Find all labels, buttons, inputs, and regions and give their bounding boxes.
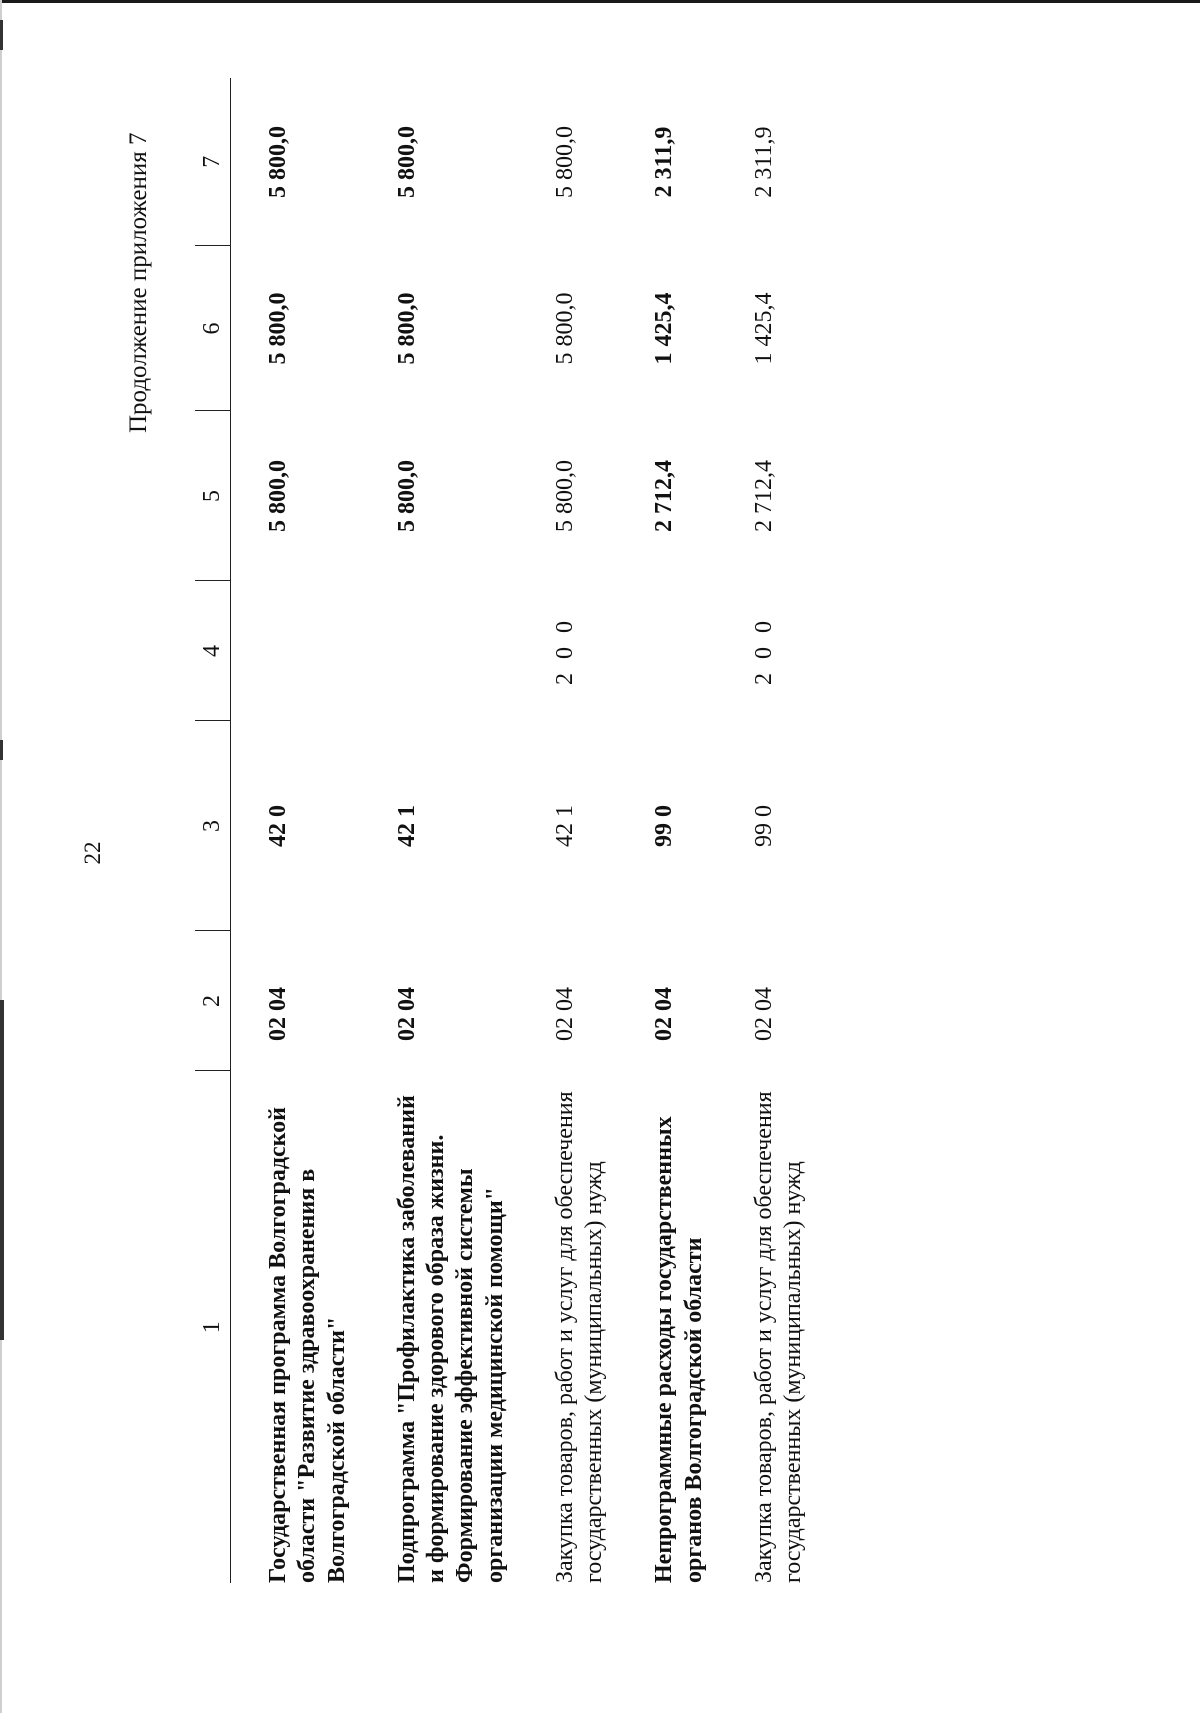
- budget-table: [195, 78, 816, 1583]
- program-code: 99 0: [651, 805, 678, 847]
- row-name: Непрограммные расходы государственных органов Волгоградской области: [651, 1116, 707, 1583]
- table-row: [717, 78, 817, 1583]
- amount-col5: 5 800,0: [393, 460, 420, 532]
- amount-col7: 5 800,0: [265, 126, 291, 198]
- program-code: 42 1: [393, 805, 420, 847]
- amount-col6: 5 800,0: [265, 292, 291, 365]
- table-row: [617, 78, 717, 1583]
- table-row: [231, 78, 360, 1583]
- amount-col6: 5 800,0: [551, 292, 578, 365]
- column-header: 3: [195, 721, 231, 931]
- expense-type: [617, 581, 717, 721]
- row-name: Подпрограмма "Профилактика заболеваний и формирование здорового образа жизни. Формирование эффективной системы организации медицинской помощи": [393, 1095, 508, 1583]
- amount-col6: 1 425,4: [651, 292, 678, 365]
- amount-col5: 5 800,0: [265, 460, 291, 532]
- amount-col7: 2 311,9: [651, 126, 678, 198]
- expense-type: [231, 581, 360, 721]
- row-name: Закупка товаров, работ и услуг для обеспечения государственных (муниципальных) нужд: [750, 1091, 807, 1583]
- section-code: 02 04: [551, 987, 578, 1041]
- column-number-row: [195, 78, 231, 1583]
- expense-type: 2 0 0: [551, 617, 578, 685]
- amount-col6: 1 425,4: [750, 292, 777, 365]
- amount-col7: 5 800,0: [393, 126, 420, 198]
- column-header: 7: [195, 78, 231, 246]
- page-number: 22: [80, 841, 105, 865]
- section-code: 02 04: [265, 987, 291, 1041]
- column-header: 4: [195, 581, 231, 721]
- continuation-heading: Продолжение приложения 7: [125, 132, 152, 433]
- column-header: 2: [195, 931, 231, 1071]
- amount-col7: 5 800,0: [551, 126, 578, 198]
- program-code: 99 0: [750, 805, 777, 847]
- section-code: 02 04: [750, 987, 777, 1041]
- expense-type: 2 0 0: [750, 617, 777, 685]
- column-header: 6: [195, 246, 231, 411]
- column-header: 5: [195, 411, 231, 581]
- column-header: 1: [195, 1071, 231, 1583]
- section-code: 02 04: [393, 987, 420, 1041]
- program-code: 42 0: [265, 805, 291, 847]
- program-code: 42 1: [551, 805, 578, 847]
- amount-col5: 5 800,0: [551, 460, 578, 532]
- amount-col5: 2 712,4: [651, 460, 678, 532]
- amount-col7: 2 311,9: [750, 126, 777, 198]
- row-name: Государственная программа Волгоградской области "Развитие здравоохранения в Волгоградской области": [265, 1107, 350, 1583]
- amount-col5: 2 712,4: [750, 460, 777, 532]
- table-row: [360, 78, 518, 1583]
- section-code: 02 04: [651, 987, 678, 1041]
- expense-type: [360, 581, 518, 721]
- row-name: Закупка товаров, работ и услуг для обеспечения государственных (муниципальных) нужд: [551, 1091, 608, 1583]
- amount-col6: 5 800,0: [393, 292, 420, 365]
- table-row: [518, 78, 618, 1583]
